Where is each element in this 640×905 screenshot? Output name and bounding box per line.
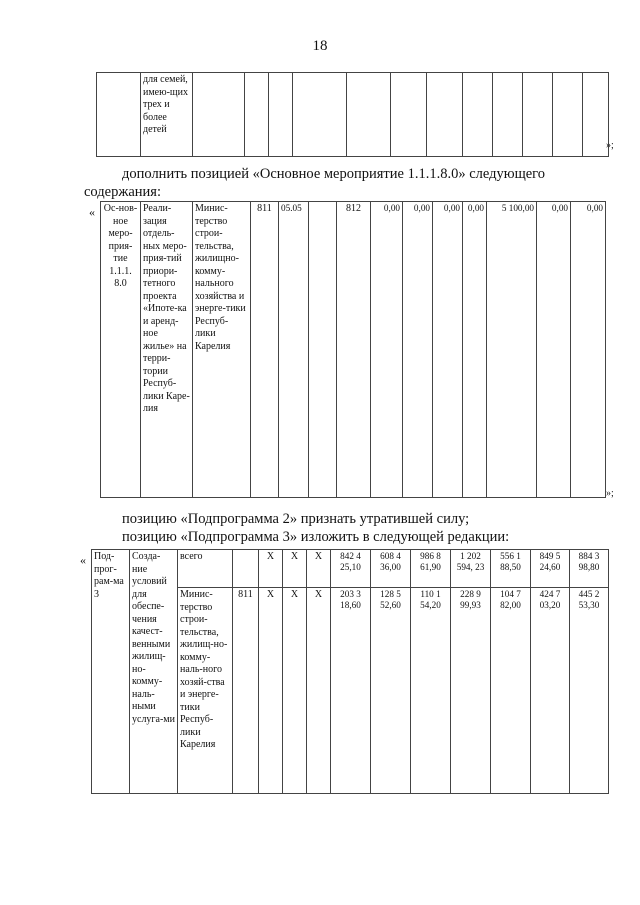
close-quote-1: »; [606, 140, 614, 151]
cell-subprogram-name: Под-прог-рам-ма 3 [92, 550, 130, 794]
open-quote-2: « [89, 205, 95, 219]
cell-value: 110 1 54,20 [411, 588, 451, 794]
cell [523, 73, 553, 157]
cell-value: 128 5 52,60 [371, 588, 411, 794]
cell-x: X [283, 588, 307, 794]
cell-value: 0,00 [571, 202, 606, 498]
cell-x: X [307, 588, 331, 794]
open-quote-3: « [80, 553, 86, 567]
page-number: 18 [312, 38, 328, 54]
cell-empty [233, 550, 259, 588]
cell-value: 203 3 18,60 [331, 588, 371, 794]
table-continuation [96, 72, 609, 157]
cell-activity-code: Ос-нов-ное меро-прия-тие 1.1.1. 8.0 [101, 202, 141, 498]
cell [293, 73, 347, 157]
cell-value: 0,00 [371, 202, 403, 498]
cell-value: 5 100,00 [487, 202, 537, 498]
cell-value: 445 2 53,30 [570, 588, 609, 794]
paragraph-line: дополнить позицией «Основное мероприятие 1.1.1.8.0» следующего [122, 166, 546, 182]
cell [391, 73, 427, 157]
cell-empty [309, 202, 337, 498]
cell [493, 73, 523, 157]
cell [245, 73, 269, 157]
cell-value: 0,00 [403, 202, 433, 498]
paragraph-add-position [84, 165, 604, 201]
cell-value: 228 9 99,93 [451, 588, 491, 794]
cell-code: 812 [337, 202, 371, 498]
cell-value: 556 1 88,50 [491, 550, 531, 588]
cell-value: 884 3 98,80 [570, 550, 609, 588]
cell [553, 73, 583, 157]
cell-value: 0,00 [537, 202, 571, 498]
cell-value: 849 5 24,60 [531, 550, 570, 588]
cell-value: 0,00 [463, 202, 487, 498]
cell-value: 424 7 03,20 [531, 588, 570, 794]
cell-subprogram-goal: Созда-ние условий для обеспе-чения качест-венными жилищ-но-комму-наль-ными услуга-ми [130, 550, 178, 794]
cell-responsible: Минис-терство строи-тельства, жилищ-но-комму-наль-ного хозяй-ства и энерге-тики Респуб-лики Карелия [178, 588, 233, 794]
cell-value: 104 7 82,00 [491, 588, 531, 794]
cell [193, 73, 245, 157]
cell-value: 986 8 61,90 [411, 550, 451, 588]
cell-x: X [283, 550, 307, 588]
cell-x: X [307, 550, 331, 588]
cell-total-label: всего [178, 550, 233, 588]
cell [347, 73, 391, 157]
table-subprogram-3 [91, 549, 609, 794]
cell-code: 811 [251, 202, 279, 498]
cell [97, 73, 141, 157]
cell-value: 608 4 36,00 [371, 550, 411, 588]
cell-value: 0,00 [433, 202, 463, 498]
cell [269, 73, 293, 157]
cell-responsible: Минис-терство строи-тельства, жилищно-комму-нального хозяйства и энерге-тики Респуб-лики Карелия [193, 202, 251, 498]
table-main-activity [100, 201, 606, 498]
cell-section: 05.05 [279, 202, 309, 498]
cell [427, 73, 463, 157]
paragraph-remove-subprogram-2: позицию «Подпрограмма 2» признать утратившей силу; [122, 511, 470, 527]
cell-value: 842 4 25,10 [331, 550, 371, 588]
cell-text: для семей, имею-щих трех и более детей [141, 73, 193, 157]
cell-x: X [259, 588, 283, 794]
cell-value: 1 202 594, 23 [451, 550, 491, 588]
cell [463, 73, 493, 157]
paragraph-restate-subprogram-3: позицию «Подпрограмма 3» изложить в следующей редакции: [122, 529, 510, 545]
close-quote-2: »; [606, 488, 614, 499]
paragraph-line: содержания: [84, 184, 162, 200]
cell [583, 73, 609, 157]
cell-code: 811 [233, 588, 259, 794]
cell-activity-name: Реали-зация отдель-ных меро-прия-тий приори-тетного проекта «Ипоте-ка и аренд-ное жилье» на терри-тории Респуб-лики Каре-лия [141, 202, 193, 498]
cell-x: X [259, 550, 283, 588]
